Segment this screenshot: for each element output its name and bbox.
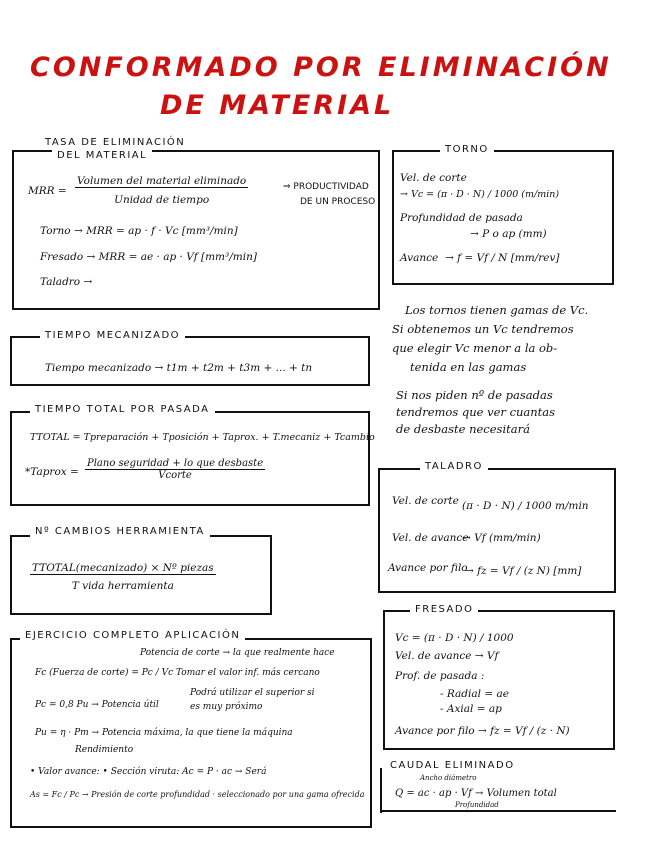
torno-title: TORNO	[440, 144, 494, 155]
tasa-title-2: DEL MATERIAL	[52, 150, 152, 161]
taladro-velcorte-formula: (π · D · N) / 1000 m/min	[462, 500, 589, 512]
note-line-4: tenida en las gamas	[410, 360, 527, 374]
note-line-3: que elegir Vc menor a la ob-	[392, 341, 558, 355]
ejercicio-line-5: Pc = 0,8 Pu → Potencia útil	[35, 700, 159, 710]
tiempo-mec-formula: Tiempo mecanizado → t1m + t2m + t3m + ... + tn	[45, 362, 313, 374]
taladro-avfilo-label: Avance por filo	[388, 562, 468, 574]
torno-velcorte-label: Vel. de corte	[400, 172, 467, 184]
taladro-avfilo-formula: → fz = Vf / (z N) [mm]	[465, 565, 582, 577]
fresado-radial: - Radial = ae	[440, 688, 509, 700]
taladro-velcorte-label: Vel. de corte	[392, 495, 459, 507]
fresado-prof: Prof. de pasada :	[395, 670, 485, 682]
cambios-den: T vida herramienta	[71, 580, 174, 592]
taladro-velavance-label: Vel. de avance	[392, 532, 469, 544]
ejercicio-line-7: Rendimiento	[75, 745, 134, 755]
cambios-fraction	[30, 562, 216, 592]
taladro-mrr: Taladro →	[40, 276, 93, 288]
torno-mrr: Torno → MRR = ap · f · Vc [mm³/min]	[40, 225, 238, 237]
torno-avance-formula: → f = Vf / N [mm/rev]	[445, 252, 560, 264]
torno-velcorte-formula: → Vc = (π · D · N) / 1000 (m/min)	[400, 189, 560, 200]
ejercicio-line-3: Podrá utilizar el superior si	[190, 688, 315, 698]
note-line-6: tendremos que ver cuantas	[396, 405, 556, 419]
mrr-den: Unidad de tiempo	[114, 194, 210, 206]
cambios-num: TTOTAL(mecanizado) × Nº piezas	[32, 562, 214, 574]
ejercicio-title: EJERCICIO COMPLETO APLICACIÓN	[20, 630, 245, 641]
fresado-mrr: Fresado → MRR = ae · ap · Vf [mm³/min]	[40, 251, 257, 263]
tasa-title-1: TASA DE ELIMINACIÓN	[40, 137, 190, 148]
caudal-title: CAUDAL ELIMINADO	[385, 760, 520, 771]
taprox-fraction	[85, 458, 265, 481]
note-line-1: Los tornos tienen gamas de Vc.	[405, 303, 589, 317]
fresado-title: FRESADO	[410, 604, 478, 615]
torno-prof-label: Profundidad de pasada	[400, 212, 523, 224]
ejercicio-line-8: • Valor avance: • Sección viruta: Ac = P · ac → Será	[30, 767, 267, 777]
mrr-fraction	[75, 175, 248, 206]
mrr-num: Volumen del material eliminado	[77, 175, 247, 187]
taladro-velavance-formula: → Vf (mm/min)	[462, 532, 541, 544]
ejercicio-line-4: es muy próximo	[190, 702, 263, 712]
caudal-formula: Q = ac · ap · Vf → Volumen total	[395, 788, 557, 799]
tiempo-mec-title: TIEMPO MECANIZADO	[40, 330, 185, 341]
taladro-title: TALADRO	[420, 461, 488, 472]
cambios-title: Nº CAMBIOS HERRAMIENTA	[30, 526, 210, 537]
fresado-vc: Vc = (π · D · N) / 1000	[395, 632, 514, 644]
fresado-axial: - Axial = ap	[440, 703, 502, 715]
ejercicio-line-6: Pu = η · Pm → Potencia máxima, la que tiene la máquina	[35, 728, 293, 738]
page-title-line2: DE MATERIAL	[160, 90, 395, 121]
proceso-label: DE UN PROCESO	[300, 197, 376, 207]
caudal-sub-2: Profundidad	[455, 801, 499, 809]
ejercicio-line-9: As = Fc / Pc → Presión de corte profundidad · seleccionado por una gama ofrecida	[30, 790, 365, 799]
fresado-velavance: Vel. de avance → Vf	[395, 650, 499, 662]
page-title-line1: CONFORMADO POR ELIMINACIÓN	[30, 52, 612, 83]
note-line-5: Si nos piden nº de pasadas	[396, 388, 553, 402]
ejercicio-line-2: Fc (Fuerza de corte) = Pc / Vc Tomar el valor inf. más cercano	[35, 668, 320, 678]
mrr-label: MRR =	[28, 185, 67, 197]
taprox-den: Vcorte	[158, 470, 192, 481]
productividad-label: ⇒ PRODUCTIVIDAD	[283, 182, 369, 192]
fresado-avfilo: Avance por filo → fz = Vf / (z · N)	[395, 725, 570, 737]
torno-avance-label: Avance	[400, 252, 439, 264]
ejercicio-line-1: Potencia de corte → la que realmente hace	[140, 648, 335, 658]
note-line-7: de desbaste necesitará	[396, 422, 530, 436]
taprox-num: Plano seguridad + lo que desbaste	[87, 458, 264, 469]
tiempo-total-formula: TTOTAL = Tpreparación + Tposición + Taprox. + T.mecaniz + Tcambio	[30, 432, 375, 443]
taprox-label: *Taprox =	[25, 466, 79, 478]
caudal-sub-1: Ancho diámetro	[420, 774, 477, 782]
note-line-2: Si obtenemos un Vc tendremos	[392, 322, 574, 336]
torno-prof-formula: → P o ap (mm)	[470, 228, 547, 240]
tiempo-total-title: TIEMPO TOTAL POR PASADA	[30, 404, 215, 415]
